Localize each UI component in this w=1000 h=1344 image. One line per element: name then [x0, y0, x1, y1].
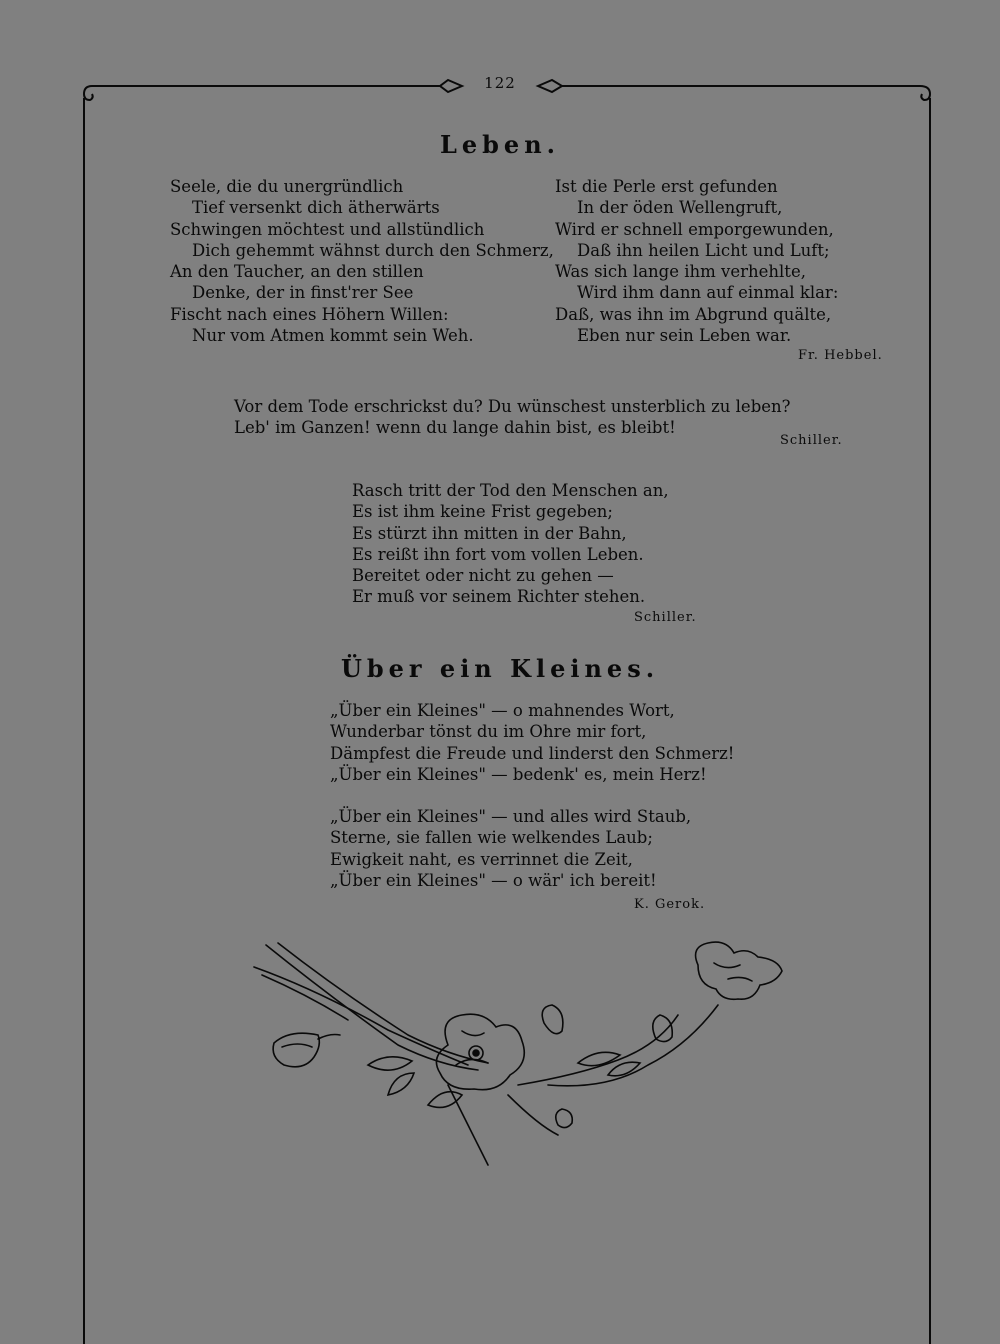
verse-line: Es stürzt ihn mitten in der Bahn, [352, 523, 627, 543]
author-schiller-2: Schiller. [634, 610, 697, 625]
verse-line: Denke, der in finst'rer See [192, 283, 414, 303]
verse-line: „Über ein Kleines" — bedenk' es, mein Herz! [330, 764, 707, 784]
verse-line: Ewigkeit naht, es verrinnet die Zeit, [330, 849, 633, 869]
verse-line: Vor dem Tode erschrickst du? Du wünschest unsterblich zu leben? [234, 397, 791, 416]
verse-line: „Über ein Kleines" — o mahnendes Wort, [330, 701, 675, 720]
author-hebbel: Fr. Hebbel. [798, 348, 883, 363]
poem-title-ueber-ein-kleines: Über ein Kleines. [340, 654, 660, 683]
verse-line: An den Taucher, an den stillen [170, 262, 424, 282]
verse-line: Bereitet oder nicht zu gehen — [352, 566, 614, 586]
author-schiller-1: Schiller. [780, 433, 843, 448]
verse-line: Daß ihn heilen Licht und Luft; [577, 240, 830, 260]
poem-ueber-ein-kleines [330, 700, 734, 891]
verse-line: „Über ein Kleines" — und alles wird Staub, [330, 807, 692, 827]
verse-line: In der öden Wellengruft, [577, 198, 783, 218]
verse-line: Wird er schnell emporgewunden, [555, 219, 834, 239]
verse-line: Wird ihm dann auf einmal klar: [577, 283, 839, 303]
verse-line: Fischt nach eines Höhern Willen: [170, 304, 449, 324]
verse-line: Nur vom Atmen kommt sein Weh. [192, 326, 474, 346]
stanza-gap [330, 785, 734, 806]
verse-line: Dich gehemmt wähnst durch den Schmerz, [192, 240, 554, 260]
poppy-garland-icon [248, 935, 798, 1175]
poem-leben-left-column [170, 176, 554, 346]
poem-schiller-tod [352, 480, 669, 608]
verse-line: Eben nur sein Leben war. [577, 326, 792, 346]
verse-line: Seele, die du unergründlich [170, 177, 404, 196]
verse-line: Was sich lange ihm verhehlte, [555, 262, 806, 282]
poem-leben-right-column [555, 176, 838, 346]
verse-line: Daß, was ihn im Abgrund quälte, [555, 304, 832, 324]
verse-line: Ist die Perle erst gefunden [555, 177, 778, 196]
verse-line: Er muß vor seinem Richter stehen. [352, 587, 646, 607]
verse-line: „Über ein Kleines" — o wär' ich bereit! [330, 871, 657, 891]
verse-line: Dämpfest die Freude und linderst den Schmerz! [330, 743, 735, 763]
verse-line: Schwingen möchtest und allstündlich [170, 219, 485, 239]
verse-line: Es reißt ihn fort vom vollen Leben. [352, 544, 644, 564]
poem-title-leben: Leben. [440, 130, 560, 159]
verse-line: Es ist ihm keine Frist gegeben; [352, 502, 613, 522]
verse-line: Wunderbar tönst du im Ohre mir fort, [330, 722, 647, 742]
verse-line: Leb' im Ganzen! wenn du lange dahin bist, es bleibt! [234, 418, 676, 438]
verse-line: Rasch tritt der Tod den Menschen an, [352, 481, 669, 500]
author-gerok: K. Gerok. [634, 897, 706, 912]
verse-line: Tief versenkt dich ätherwärts [192, 198, 440, 218]
distich-schiller [234, 396, 791, 439]
page-number: 122 [484, 74, 516, 92]
verse-line: Sterne, sie fallen wie welkendes Laub; [330, 828, 653, 848]
